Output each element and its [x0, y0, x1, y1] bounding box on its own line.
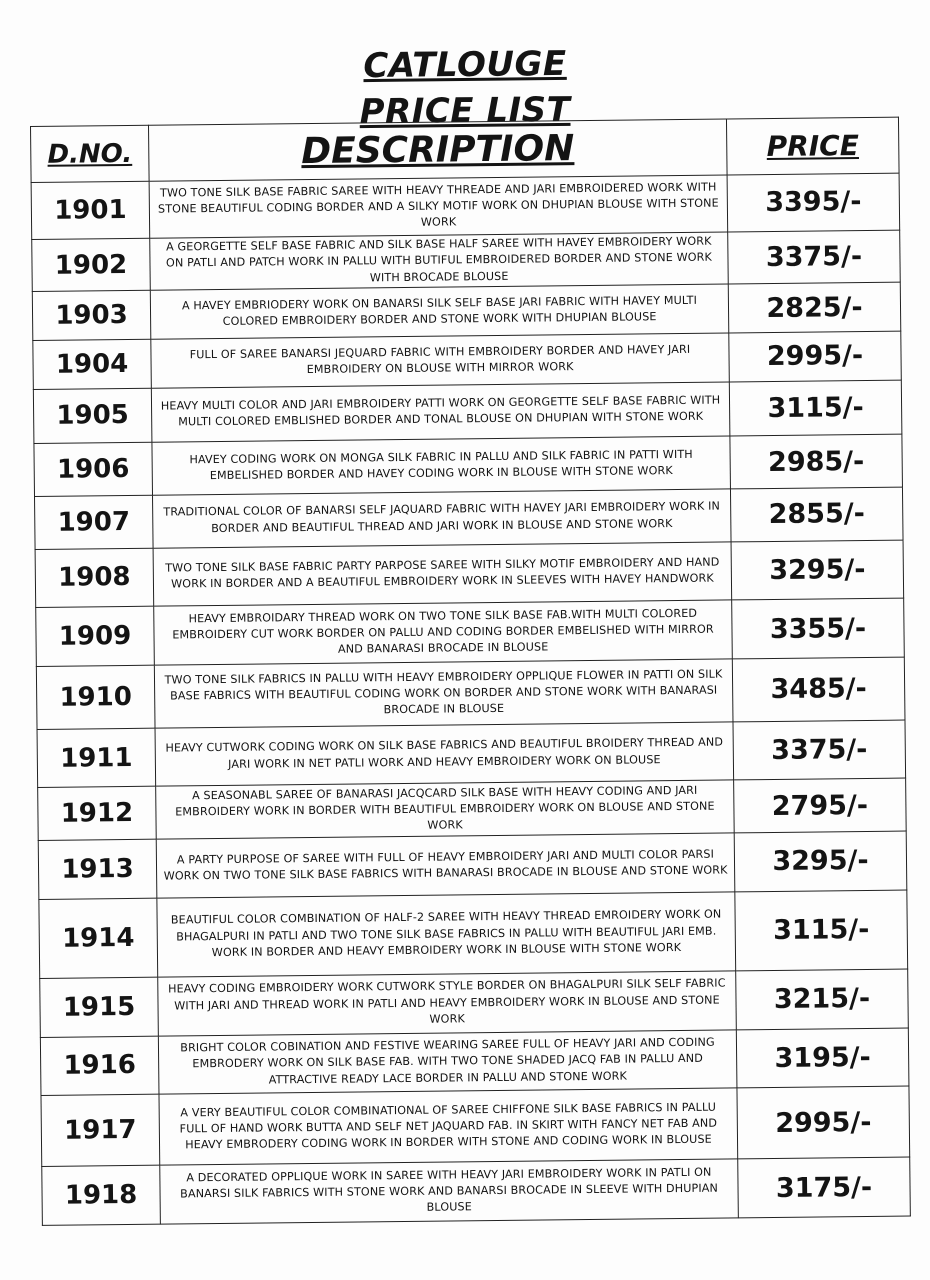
price-cell: 3115/- — [735, 890, 908, 971]
column-header-price: PRICE — [726, 117, 899, 175]
description-cell: HEAVY EMBROIDARY THREAD WORK ON TWO TONE SILK BASE FAB.WITH MULTI COLORED EMBROIDERY CUT WORK BORDER ON PALLU AND CODING BORDER EMBELISHED WITH MIRROR AND BANARASI BROCADE IN BLOUSE — [154, 600, 733, 665]
design-number-cell: 1917 — [41, 1094, 160, 1166]
table-row — [42, 1157, 911, 1225]
table-row — [38, 831, 907, 899]
description-cell: BEAUTIFUL COLOR COMBINATION OF HALF-2 SAREE WITH HEAVY THREAD EMROIDERY WORK ON BHAGALPURI IN PATLI AND TWO TONE SILK BASE FABRICS IN PALLU WITH BEAUTIFUL JARI EMB. WORK IN BORDER AND HEAVY EMBROIDERY WORK IN BLOUSE WITH STONE WORK — [157, 892, 736, 977]
table-row — [40, 1028, 909, 1096]
design-number-cell: 1905 — [33, 388, 152, 444]
description-cell: A VERY BEAUTIFUL COLOR COMBINATIONAL OF SAREE CHIFFONE SILK BASE FABRICS IN PALLU FULL OF HAND WORK BUTTA AND SELF NET JAQUARD FAB. IN SKIRT WITH FANCY NET FAB AND HEAVY EMBRODERY CODING WORK IN BORDER WITH STONE AND CODING WORK IN BLOUSE — [159, 1088, 738, 1165]
description-cell: A PARTY PURPOSE OF SAREE WITH FULL OF HEAVY EMBROIDERY JARI AND MULTI COLOR PARSI WORK ON TWO TONE SILK BASE FABRICS WITH BANARASI BROCADE IN BLOUSE AND STONE WORK — [156, 833, 735, 898]
description-cell: TRADITIONAL COLOR OF BANARSI SELF JAQUARD FABRIC WITH HAVEY JARI EMBROIDERY WORK IN BORDER AND BEAUTIFUL THREAD AND JARI WORK IN BLOUSE AND STONE WORK — [153, 489, 732, 548]
price-list-table — [30, 117, 911, 1226]
table-row — [39, 890, 908, 978]
price-cell: 3375/- — [733, 720, 906, 781]
price-cell: 2795/- — [734, 779, 907, 834]
table-row — [38, 779, 907, 841]
design-number-cell: 1906 — [34, 442, 153, 496]
price-cell: 3195/- — [736, 1028, 909, 1089]
table-row — [36, 598, 905, 666]
design-number-cell: 1913 — [38, 839, 157, 899]
description-cell: BRIGHT COLOR COBINATION AND FESTIVE WEARING SAREE FULL OF HEAVY JARI AND CODING EMBRODERY WORK ON SILK BASE FAB. WITH TWO TONE SHADED JACQ FAB IN PALLU AND ATTRACTIVE READY LACE BORDER IN PALLU AND STONE WORK — [158, 1029, 737, 1094]
design-number-cell: 1904 — [33, 339, 152, 389]
document-subtitle: PRICE LIST — [359, 89, 571, 133]
table-row — [33, 380, 902, 444]
table-body — [31, 173, 910, 1225]
price-cell: 3485/- — [732, 657, 905, 722]
design-number-cell: 1916 — [40, 1036, 159, 1096]
table-row — [35, 487, 904, 549]
price-cell: 3215/- — [736, 969, 909, 1030]
table-row — [37, 720, 906, 788]
design-number-cell: 1918 — [42, 1165, 161, 1225]
table-row — [40, 969, 909, 1037]
description-cell: A DECORATED OPPLIQUE WORK IN SAREE WITH HEAVY JARI EMBROIDERY WORK IN PATLI ON BANARSI SILK FABRICS WITH STONE WORK AND BANARSI BROCADE IN SLEEVE WITH DHUPIAN BLOUSE — [160, 1159, 739, 1224]
design-number-cell: 1902 — [32, 238, 151, 292]
header-row — [31, 117, 900, 182]
price-cell: 3295/- — [731, 540, 904, 601]
design-number-cell: 1914 — [39, 898, 158, 978]
price-cell: 3355/- — [732, 598, 905, 659]
price-cell: 2825/- — [728, 282, 901, 332]
design-number-cell: 1915 — [40, 977, 159, 1037]
price-cell: 3175/- — [738, 1157, 911, 1218]
design-number-cell: 1901 — [31, 181, 150, 239]
description-cell: HEAVY CUTWORK CODING WORK ON SILK BASE FABRICS AND BEAUTIFUL BROIDERY THREAD AND JARI WORK IN NET PATLI WORK AND HEAVY EMBROIDERY WORK ON BLOUSE — [155, 722, 734, 787]
column-header-dno: D.NO. — [31, 125, 150, 182]
price-cell: 2995/- — [737, 1086, 910, 1159]
design-number-cell: 1903 — [32, 291, 151, 341]
design-number-cell: 1911 — [37, 728, 156, 788]
table-row — [31, 173, 900, 239]
table-row — [35, 540, 904, 608]
table-row — [36, 657, 905, 729]
design-number-cell: 1910 — [36, 665, 155, 729]
design-number-cell: 1912 — [38, 787, 157, 841]
description-cell: A GEORGETTE SELF BASE FABRIC AND SILK BASE HALF SAREE WITH HAVEY EMBROIDERY WORK ON PATLI AND PATCH WORK IN PALLU WITH BUTIFUL EMBROIDERED BORDER AND STONE WORK WITH BROCADE BLOUSE — [150, 232, 729, 291]
price-cell: 2995/- — [729, 331, 902, 381]
price-cell: 3375/- — [728, 230, 901, 285]
price-cell: 2855/- — [730, 487, 903, 542]
description-cell: HEAVY CODING EMBROIDERY WORK CUTWORK STYLE BORDER ON BHAGALPURI SILK SELF FABRIC WITH JARI AND THREAD WORK IN PATLI AND HEAVY EMBROIDERY WORK IN BLOUSE AND STONE WORK — [158, 971, 737, 1036]
table-row — [34, 434, 903, 496]
price-cell: 3115/- — [729, 380, 902, 437]
description-cell: TWO TONE SILK BASE FABRIC SAREE WITH HEAVY THREADE AND JARI EMBROIDERED WORK WITH STONE BEAUTIFUL CODING BORDER AND A SILKY MOTIF WORK ON DHUPIAN BLOUSE WITH STONE WORK — [149, 175, 728, 238]
price-list-sheet — [30, 117, 910, 1226]
price-cell: 3295/- — [734, 831, 907, 892]
price-cell: 2985/- — [730, 434, 903, 489]
description-cell: HAVEY CODING WORK ON MONGA SILK FABRIC IN PALLU AND SILK FABRIC IN PATTI WITH EMBELISHED BORDER AND HAVEY CODING WORK IN BLOUSE WITH STONE WORK — [152, 436, 731, 495]
design-number-cell: 1907 — [35, 495, 154, 549]
table-row — [41, 1086, 910, 1166]
design-number-cell: 1909 — [36, 606, 155, 666]
price-cell: 3395/- — [727, 173, 900, 232]
table-row — [32, 230, 901, 292]
description-cell: HEAVY MULTI COLOR AND JARI EMBROIDERY PATTI WORK ON GEORGETTE SELF BASE FABRIC WITH MULTI COLORED EMBLISHED BORDER AND TONAL BLOUSE ON DHUPIAN WITH STONE WORK — [151, 381, 730, 442]
description-cell: TWO TONE SILK FABRICS IN PALLU WITH HEAVY EMBROIDERY OPPLIQUE FLOWER IN PATTI ON SILK BASE FABRICS WITH BEAUTIFUL CODING WORK ON BORDER AND STONE WORK WITH BANARASI BROCADE IN BLOUSE — [154, 659, 733, 728]
description-cell: A HAVEY EMBRIODERY WORK ON BANARSI SILK SELF BASE JARI FABRIC WITH HAVEY MULTI COLORED EMBROIDERY BORDER AND STONE WORK WITH DHUPIAN BLOUSE — [150, 284, 728, 339]
description-cell: A SEASONABL SAREE OF BANARASI JACQCARD SILK BASE WITH HEAVY CODING AND JARI EMBROIDERY WORK IN BORDER WITH BEAUTIFUL EMBROIDERY WORK ON BLOUSE AND STONE WORK — [156, 780, 735, 839]
design-number-cell: 1908 — [35, 548, 154, 608]
column-header-description: DESCRIPTION — [148, 119, 727, 181]
description-cell: TWO TONE SILK BASE FABRIC PARTY PARPOSE SAREE WITH SILKY MOTIF EMBROIDERY AND HAND WORK IN BORDER AND A BEAUTIFUL EMBROIDERY WORK IN SLEEVES WITH HAVEY HANDWORK — [153, 541, 732, 606]
document-title: CATLOUGE — [363, 43, 567, 87]
description-cell: FULL OF SAREE BANARSI JEQUARD FABRIC WITH EMBROIDERY BORDER AND HAVEY JARI EMBROIDERY ON BLOUSE WITH MIRROR WORK — [151, 333, 729, 388]
